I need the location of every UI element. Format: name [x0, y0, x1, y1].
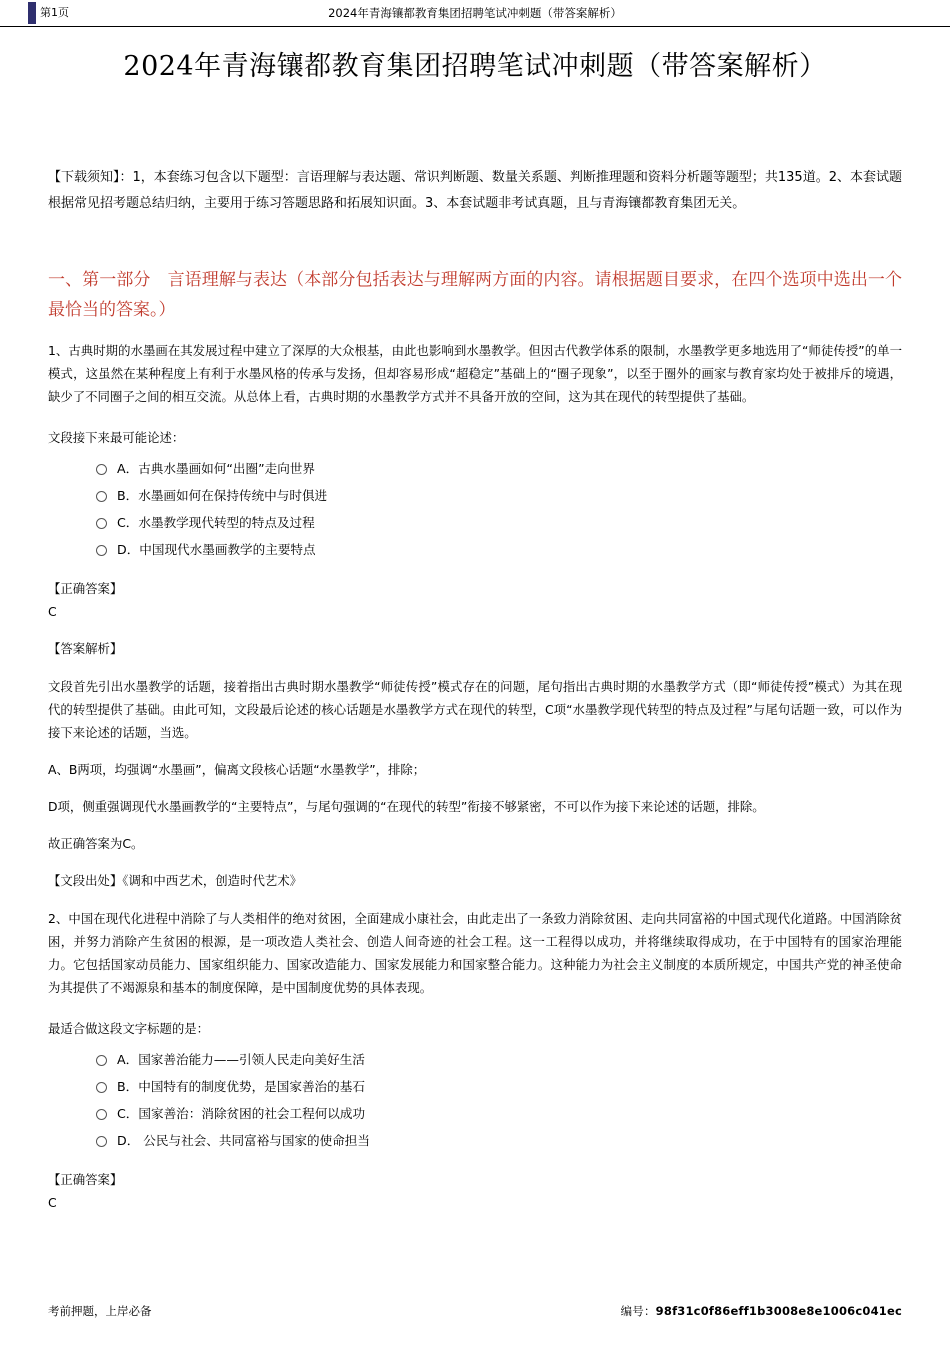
radio-icon[interactable] [96, 1136, 107, 1147]
option-label: D． 公民与社会、共同富裕与国家的使命担当 [117, 1133, 370, 1148]
analysis-tag: 【答案解析】 [48, 641, 123, 656]
option-item[interactable] [48, 1100, 902, 1127]
header-divider [0, 26, 950, 27]
analysis-paragraph: 故正确答案为C。 [48, 836, 144, 851]
question-stem: 1、古典时期的水墨画在其发展过程中建立了深厚的大众根基，由此也影响到水墨教学。但因古代教学体系的限制，水墨教学更多地选用了“师徒传授”的单一模式，这虽然在某种程度上有利于水墨风格的传承与发扬，但却容易形成“超稳定”基础上的“圈子现象”，以至于圈外的画家与教育家均处于被排斥的境遇，缺少了不同圈子之间的相互交流。从总体上看，古典时期的水墨教学方式并不具备开放的空间，这为其在现代的转型提供了基础。 [48, 343, 902, 404]
radio-icon[interactable] [96, 491, 107, 502]
option-item[interactable] [48, 455, 902, 482]
question-stem: 2、中国在现代化进程中消除了与人类相伴的绝对贫困，全面建成小康社会，由此走出了一条致力消除贫困、走向共同富裕的中国式现代化道路。中国消除贫困，并努力消除产生贫困的根源，是一项改造人类社会、创造人间奇迹的社会工程。这一工程得以成功，并将继续取得成功，在于中国特有的国家治理能力。它包括国家动员能力、国家组织能力、国家改造能力、国家发展能力和国家整合能力。这种能力为社会主义制度的本质所规定，中国共产党的神圣使命为其提供了不竭源泉和基本的制度保障，是中国制度优势的具体表现。 [48, 911, 902, 995]
page-number-label: 第1页 [40, 6, 69, 19]
section-heading: 一、第一部分 言语理解与表达（本部分包括表达与理解两方面的内容。请根据题目要求，在四个选项中选出一个最恰当的答案。） [48, 270, 902, 320]
question-lead: 文段接下来最可能论述： [48, 430, 185, 445]
page-header [0, 0, 950, 26]
answer-value: C [48, 604, 57, 619]
page-title: 2024年青海镶都教育集团招聘笔试冲刺题（带答案解析） [123, 51, 827, 82]
source-value: 《调和中西艺术，创造时代艺术》 [122, 873, 303, 888]
source-tag: 【文段出处】 [48, 873, 123, 888]
radio-icon[interactable] [96, 518, 107, 529]
option-label: A．古典水墨画如何“出圈”走向世界 [117, 461, 315, 476]
radio-icon[interactable] [96, 1055, 107, 1066]
page-footer [48, 1303, 902, 1319]
option-item[interactable] [48, 509, 902, 536]
option-item[interactable] [48, 1127, 902, 1154]
footer-code [621, 1303, 902, 1319]
option-label: D．中国现代水墨画教学的主要特点 [117, 542, 316, 557]
option-label: B．水墨画如何在保持传统中与时俱进 [117, 488, 328, 503]
option-item[interactable] [48, 536, 902, 563]
question-lead: 最适合做这段文字标题的是： [48, 1021, 210, 1036]
option-item[interactable] [48, 1073, 902, 1100]
analysis-paragraph: A、B两项，均强调“水墨画”，偏离文段核心话题“水墨教学”，排除； [48, 762, 426, 777]
header-document-title: 2024年青海镶都教育集团招聘笔试冲刺题（带答案解析） [328, 6, 622, 20]
footer-code-value: 98f31c0f86eff1b3008e8e1006c041ec [655, 1304, 902, 1318]
option-label: C．水墨教学现代转型的特点及过程 [117, 515, 315, 530]
footer-code-label: 编号： [620, 1304, 656, 1318]
option-list [48, 1046, 902, 1154]
radio-icon[interactable] [96, 464, 107, 475]
source-line [48, 869, 902, 893]
answer-tag: 【正确答案】 [48, 581, 123, 596]
option-item[interactable] [48, 482, 902, 509]
option-label: A．国家善治能力——引领人民走向美好生活 [117, 1052, 365, 1067]
option-label: B．中国特有的制度优势，是国家善治的基石 [117, 1079, 365, 1094]
radio-icon[interactable] [96, 545, 107, 556]
option-label: C．国家善治：消除贫困的社会工程何以成功 [117, 1106, 366, 1121]
radio-icon[interactable] [96, 1109, 107, 1120]
answer-tag: 【正确答案】 [48, 1172, 123, 1187]
analysis-paragraph: 文段首先引出水墨教学的话题，接着指出古典时期水墨教学“师徒传授”模式存在的问题，尾句指出古典时期的水墨教学方式（即“师徒传授”模式）为其在现代的转型提供了基础。由此可知，文段最后论述的核心话题是水墨教学方式在现代的转型，C项“水墨教学现代转型的特点及过程”与尾句话题一致，可以作为接下来论述的话题，当选。 [48, 679, 902, 740]
download-notice: 【下载须知】：1，本套练习包含以下题型：言语理解与表达题、常识判断题、数量关系题、判断推理题和资料分析题等题型；共135道。2、本套试题根据常见招考题总结归纳，主要用于练习答题思路和拓展知识面。3、本套试题非考试真题，且与青海镶都教育集团无关。 [48, 170, 902, 211]
option-list [48, 455, 902, 563]
radio-icon[interactable] [96, 1082, 107, 1093]
document-body [48, 34, 902, 1214]
option-item[interactable] [48, 1046, 902, 1073]
footer-slogan: 考前押题，上岸必备 [48, 1304, 152, 1318]
analysis-paragraph: D项，侧重强调现代水墨画教学的“主要特点”，与尾句强调的“在现代的转型”衔接不够紧密，不可以作为接下来论述的话题，排除。 [48, 799, 765, 814]
answer-value: C [48, 1195, 57, 1210]
